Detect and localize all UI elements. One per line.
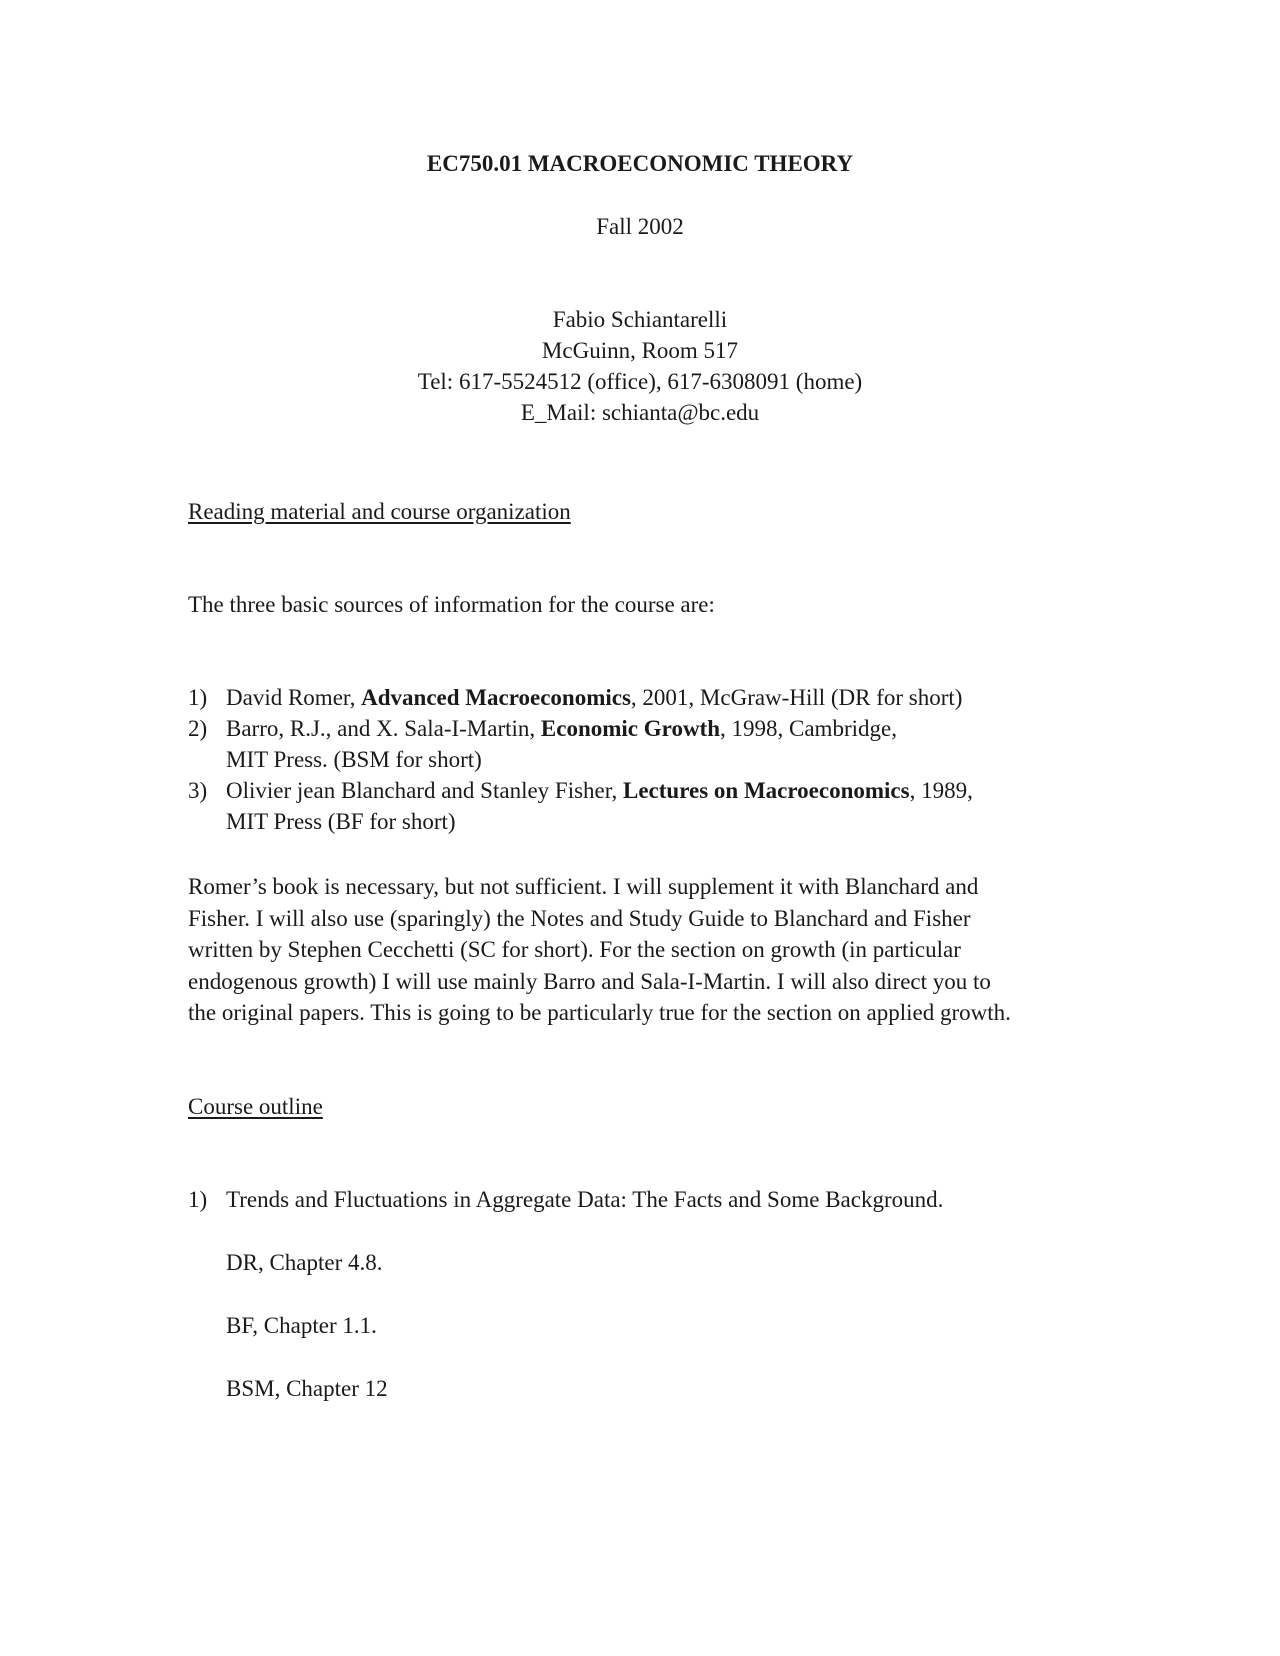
list-number: 1) bbox=[188, 1187, 208, 1212]
paragraph-line: Romer’s book is necessary, but not sufficient. I will supplement it with Blanchard and bbox=[188, 874, 979, 899]
source-title: Lectures on Macroeconomics bbox=[623, 778, 910, 803]
instructor-name: Fabio Schiantarelli bbox=[552, 307, 728, 332]
source-details: , 2001, McGraw-Hill (DR for short) bbox=[630, 685, 963, 710]
list-item bbox=[188, 682, 1108, 713]
source-author: Olivier jean Blanchard and Stanley Fisher, bbox=[226, 778, 623, 803]
source-author: David Romer, bbox=[226, 685, 362, 710]
paragraph-line: written by Stephen Cecchetti (SC for short). For the section on growth (in particular bbox=[188, 937, 961, 963]
chapter-reference: DR, Chapter 4.8. bbox=[226, 1250, 383, 1275]
source-title: Economic Growth bbox=[540, 716, 720, 741]
chapter-reference: BF, Chapter 1.1. bbox=[226, 1313, 377, 1338]
course-term: Fall 2002 bbox=[596, 214, 684, 239]
source-publisher: MIT Press. (BSM for short) bbox=[226, 747, 482, 772]
course-title: EC750.01 MACROECONOMIC THEORY bbox=[426, 151, 854, 176]
phone-numbers: Tel: 617-5524512 (office), 617-6308091 (home) bbox=[417, 369, 863, 394]
list-number: 3) bbox=[188, 778, 208, 803]
reading-intro: The three basic sources of information for the course are: bbox=[188, 592, 715, 617]
list-item bbox=[188, 713, 1108, 775]
paragraph-line: the original papers. This is going to be particularly true for the section on applied growth. bbox=[188, 1000, 1011, 1026]
list-number: 1) bbox=[188, 685, 208, 710]
list-item bbox=[188, 775, 1108, 837]
source-publisher: MIT Press (BF for short) bbox=[226, 809, 456, 834]
list-number: 2) bbox=[188, 716, 208, 741]
paragraph-line: Fisher. I will also use (sparingly) the Notes and Study Guide to Blanchard and Fisher bbox=[188, 905, 971, 931]
contact-block bbox=[0, 304, 1280, 428]
chapter-reference: BSM, Chapter 12 bbox=[226, 1376, 388, 1401]
source-details: , 1989, bbox=[909, 778, 973, 803]
source-list bbox=[188, 682, 1108, 837]
paragraph-line: endogenous growth) I will use mainly Barro and Sala-I-Martin. I will also direct you to bbox=[188, 968, 991, 994]
office-location: McGuinn, Room 517 bbox=[541, 338, 739, 363]
source-author: Barro, R.J., and X. Sala-I-Martin, bbox=[226, 716, 541, 741]
source-title: Advanced Macroeconomics bbox=[361, 685, 631, 710]
list-item bbox=[188, 1184, 1108, 1215]
outline-topic: Trends and Fluctuations in Aggregate Data: The Facts and Some Background. bbox=[226, 1187, 944, 1212]
reading-heading: Reading material and course organization bbox=[188, 499, 571, 524]
source-details: , 1998, Cambridge, bbox=[720, 716, 897, 741]
email-address: E_Mail: schianta@bc.edu bbox=[520, 400, 760, 425]
reading-paragraph bbox=[188, 871, 1108, 1029]
outline-heading: Course outline bbox=[188, 1094, 323, 1119]
outline-list bbox=[188, 1184, 1108, 1215]
